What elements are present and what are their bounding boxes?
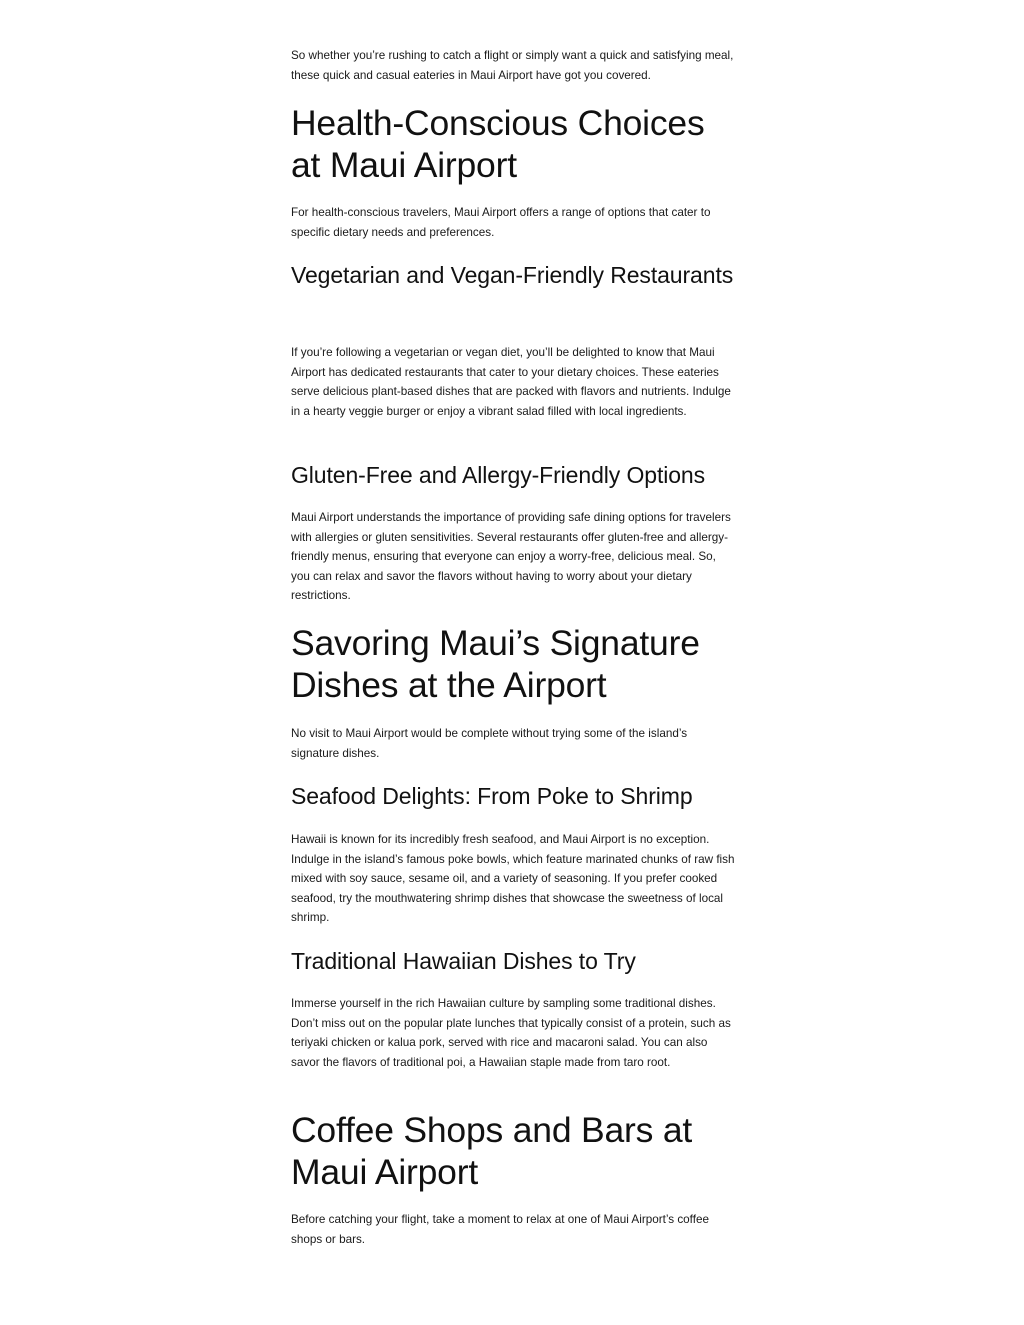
subheading-gluten-free: Gluten-Free and Allergy-Friendly Options [291,462,706,488]
vegetarian-paragraph: If you’re following a vegetarian or vegan diet, you’ll be delighted to know that Maui Airport has dedicated restaurants that cater to your dietary choices. These eateries serve delicious plant-based dishes that are packed with flavors and nutrients. Indulge in a hearty veggie burger or enjoy a vibrant salad filled with local ingredients. [291,346,731,418]
intro-paragraph: So whether you’re rushing to catch a flight or simply want a quick and satisfying meal, these quick and casual eateries in Maui Airport have got you covered. [291,49,734,82]
subheading-traditional: Traditional Hawaiian Dishes to Try [291,948,636,974]
seafood-paragraph: Hawaii is known for its incredibly fresh seafood, and Maui Airport is no exception. Indulge in the island’s famous poke bowls, which feature marinated chunks of raw fish mixed with soy sauce, sesame oil, and a variety of seasoning. If you prefer cooked seafood, try the mouthwatering shrimp dishes that showcase the sweetness of local shrimp. [291,833,735,925]
coffee-intro-paragraph: Before catching your flight, take a moment to relax at one of Maui Airport’s coffee shops or bars. [291,1213,709,1246]
section-heading-health: Health-Conscious Choices at Maui Airport [291,103,705,185]
subheading-vegetarian: Vegetarian and Vegan-Friendly Restaurants [291,262,734,288]
subheading-seafood: Seafood Delights: From Poke to Shrimp [291,783,693,809]
gluten-free-paragraph: Maui Airport understands the importance of providing safe dining options for travelers with allergies or gluten sensitivities. Several restaurants offer gluten-free and allergy-friendly menus, ensuring that everyone can enjoy a worry-free, delicious meal. So, you can relax and savor the flavors without having to worry about your dietary restrictions. [291,511,731,603]
section-heading-signature: Savoring Maui’s Signature Dishes at the Airport [291,623,700,705]
signature-intro-paragraph: No visit to Maui Airport would be complete without trying some of the island’s signature dishes. [291,727,688,760]
section-heading-coffee: Coffee Shops and Bars at Maui Airport [291,1110,693,1192]
traditional-paragraph: Immerse yourself in the rich Hawaiian culture by sampling some traditional dishes. Don’t miss out on the popular plate lunches that typically consist of a protein, such as teriyaki chicken or kalua pork, served with rice and macaroni salad. You can also savor the flavors of traditional poi, a Hawaiian staple made from taro root. [291,997,731,1069]
health-intro-paragraph: For health-conscious travelers, Maui Airport offers a range of options that cater to specific dietary needs and preferences. [291,206,711,239]
